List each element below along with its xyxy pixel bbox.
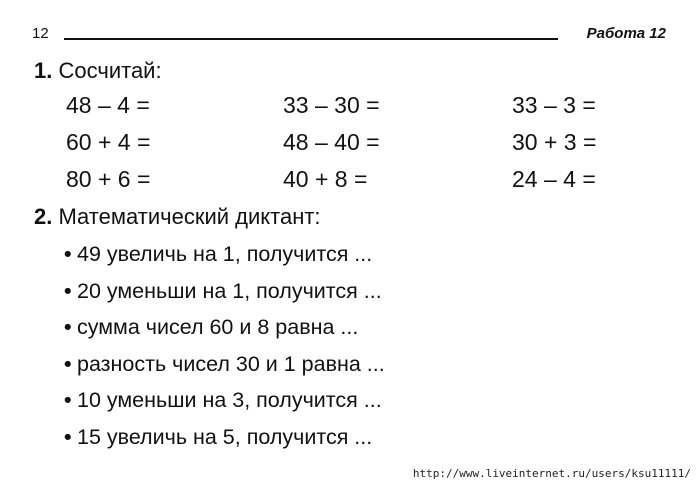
bullet: • (64, 351, 72, 376)
task-1-number: 1. (34, 58, 53, 83)
list-item-text: 15 увеличь на 5, получится ... (77, 424, 373, 449)
example: 48 – 40 = (283, 129, 380, 155)
example: 33 – 3 = (512, 92, 596, 118)
example: 48 – 4 = (66, 92, 150, 118)
list-item-text: сумма чисел 60 и 8 равна ... (77, 315, 359, 339)
bullet: • (64, 388, 72, 412)
list-item-text: 49 увеличь на 1, получится ... (77, 242, 373, 266)
bullet: • (64, 278, 72, 303)
page-number: 12 (32, 25, 49, 42)
list-item (64, 313, 358, 341)
task-2-number: 2. (34, 204, 53, 229)
page-header (32, 24, 666, 46)
example: 33 – 30 = (283, 92, 380, 118)
list-item-text: 10 уменьши на 3, получится ... (77, 388, 382, 412)
list-item-text: 20 уменьши на 1, получится ... (77, 278, 382, 303)
example: 24 – 4 = (512, 166, 596, 192)
example: 80 + 6 = (66, 166, 151, 192)
list-item (64, 240, 372, 268)
watermark-url: http://www.liveinternet.ru/users/ksu11111/ (412, 467, 691, 480)
work-title: Работа 12 (586, 25, 666, 42)
example: 30 + 3 = (512, 129, 597, 155)
example: 40 + 8 = (283, 166, 368, 192)
list-item (64, 423, 372, 451)
bullet: • (64, 315, 72, 339)
header-rule (64, 38, 558, 40)
task-1-heading (34, 57, 162, 85)
task-1-title: Сосчитай: (58, 58, 162, 83)
list-item (64, 386, 382, 414)
bullet: • (64, 242, 72, 266)
task-2-title: Математический диктант: (58, 204, 321, 229)
task-2-heading (34, 203, 321, 231)
list-item (64, 350, 385, 378)
list-item (64, 277, 382, 305)
list-item-text: разность чисел 30 и 1 равна ... (77, 351, 385, 376)
bullet: • (64, 424, 72, 449)
example: 60 + 4 = (66, 129, 151, 155)
